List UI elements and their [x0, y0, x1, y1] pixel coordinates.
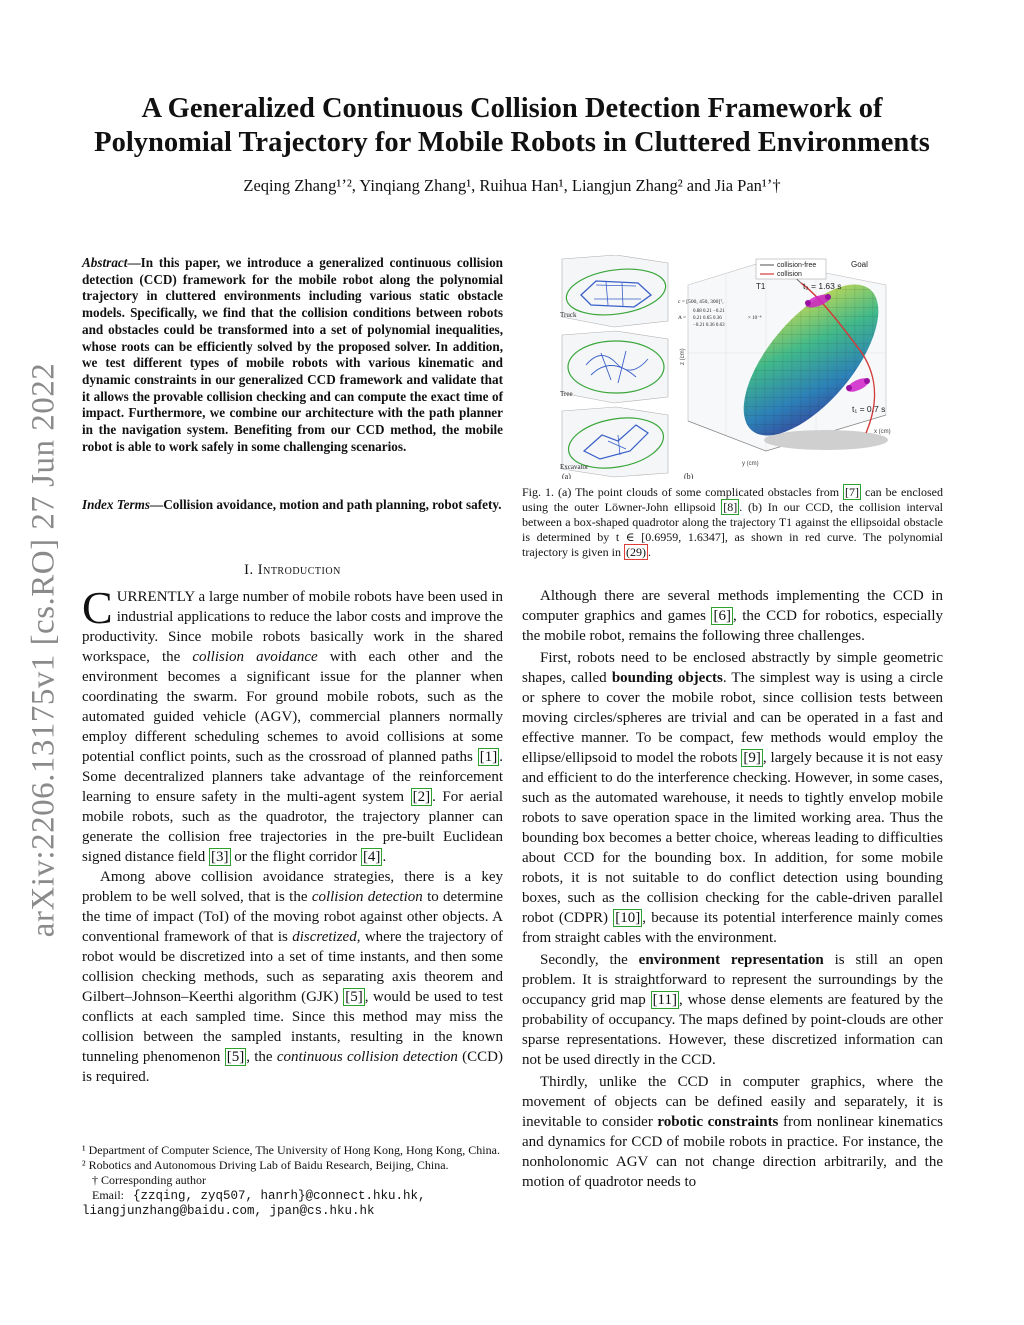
- author-list: Zeqing Zhang¹ʼ², Yinqiang Zhang¹, Ruihua Han¹, Liangjun Zhang² and Jia Pan¹ʼ†: [243, 176, 781, 195]
- section-title: Introduction: [257, 562, 341, 578]
- caption-text: . (b) In our CCD, the collision interval between a box-shaped quadrotor along the trajectory T1 against the ellipsoidal obstacle is determined by t ∈ [0.6959, 1.6347], as shown in red curve. The polynomial trajectory is given in: [522, 500, 943, 559]
- intro-paragraph-1: [82, 582, 504, 867]
- t2-label: t₂ = 1.63 s: [803, 281, 842, 291]
- text-run: , would be used to test conflicts at each sampled time. Since this method may miss the collision between the sampled instants, resulting in the known tunneling phenomenon: [82, 989, 503, 1065]
- figure-1-caption: [522, 485, 943, 560]
- citation-link[interactable]: [4]: [362, 849, 381, 865]
- label-panel-b: (b): [684, 472, 694, 479]
- text-run: Thirdly, unlike the CCD in computer graphics, where the movement of objects can be defined easily and separately, it is inevitable to consider: [522, 1074, 943, 1130]
- text-run: Secondly, the: [540, 952, 639, 968]
- index-terms-text: —Collision avoidance, motion and path planning, robot safety.: [150, 497, 502, 512]
- citation-link[interactable]: [2]: [412, 789, 431, 805]
- label-excavator: Excavator: [560, 463, 589, 471]
- emphasis: continuous collision detection: [276, 1049, 458, 1065]
- footnote-email: [82, 1188, 503, 1204]
- footnote-corresponding: † Corresponding author: [92, 1173, 206, 1187]
- matrix-row-1: 0.88 0.21 −0.21: [693, 309, 725, 314]
- caption-text: Fig. 1. (a) The point clouds of some complicated obstacles from: [522, 485, 844, 499]
- text-run: (CCD) is required.: [82, 1049, 503, 1085]
- figure-1: [556, 255, 946, 479]
- trajectory-label: T1: [756, 282, 766, 291]
- citation-link[interactable]: [7]: [845, 485, 860, 499]
- ellipsoid-shadow: [764, 430, 888, 450]
- axis-x-label: x (cm): [874, 429, 891, 435]
- caption-text: .: [647, 545, 651, 559]
- citation-link[interactable]: [10]: [615, 910, 641, 926]
- abstract: [82, 255, 503, 455]
- matrix-row-2: 0.21 0.65 0.36: [693, 316, 722, 321]
- legend-collision: collision: [777, 271, 802, 278]
- text-run: is still an open problem. It is straightforward to represent the surroundings by the occupancy grid map: [522, 952, 944, 1008]
- text-run: . Some decentralized planners take advantage of the reinforcement learning to ensure safety in the multi-agent system: [82, 749, 503, 805]
- caption-text: can be enclosed using the outer Löwner-John ellipsoid: [522, 485, 943, 514]
- footnotes: [82, 1143, 503, 1219]
- intro-paragraph-5: [522, 950, 943, 1070]
- text-run: , where the trajectory of robot would be discretized into a set of time instants, and then some collision checking methods, such as separating axis theorem and Gilbert–Johnson–Keerthi algorithm (GJK): [82, 929, 503, 1005]
- text-run: with each other and the environment becomes a significant issue for the planner when coordinating the swarm. For ground mobile robots, such as the automated guided vehicle (AGV), commercial planners normally employ different scheduling schemes to avoid collisions at some potential conflict points, such as the crossroad of planned paths: [82, 649, 503, 765]
- intro-paragraph-2: [82, 867, 503, 1087]
- citation-link[interactable]: [8]: [723, 500, 738, 514]
- intro-paragraph-6: [522, 1072, 943, 1192]
- label-tree: Tree: [560, 390, 573, 398]
- legend-collision-free: collision-free: [777, 262, 817, 269]
- text-run: Among above collision avoidance strategies, there is a key problem to be well solved, that is the: [82, 869, 503, 905]
- emphasis: collision avoidance: [192, 649, 318, 665]
- figure-1-graphic: [556, 255, 946, 479]
- left-column-body: [82, 582, 504, 1087]
- text-run: , whose dense elements are featured by the probability of occupancy. The maps defined by point-clouds are other sparse representations. However, these discretized information can not be used directly in the CCD.: [522, 992, 943, 1068]
- axis-z-label: z (cm): [680, 348, 686, 365]
- citation-link[interactable]: [5]: [226, 1049, 245, 1065]
- intro-paragraph-4: [522, 648, 943, 948]
- text-run: or the flight corridor: [230, 849, 361, 865]
- axis-y-label: y (cm): [742, 461, 759, 467]
- index-terms-label: Index Terms: [82, 497, 151, 512]
- center-vector: c = [500, 450, 300]ᵀ,: [678, 299, 724, 305]
- paper-title: [70, 92, 954, 160]
- panel-a-truck: [562, 255, 669, 327]
- text-run: from nonlinear kinematics and dynamics for CCD of mobile robots in practice. For instance, the nonholonomic AGV can not change direction arbitrarily, and the motion of quadrotor needs to: [522, 1114, 943, 1190]
- citation-link[interactable]: [3]: [211, 849, 229, 865]
- text-run: , largely because it is not easy and efficient to do the interference checking. However, in some cases, such as the automated warehouse, it needs to tightly envelop mobile robots to save operation space in the limited working area. Thus the bounding box becomes a better choice, whereas leading to difficulties about CCD for the bounding box. In addition, for some mobile robots, it is not suitable to do conflict detection using bounding boxes, such as the collision checking for the cable-driven parallel robot (CDPR): [522, 750, 943, 926]
- footnote-affiliation-1: ¹ Department of Computer Science, The University of Hong Kong, Hong Kong, China.: [82, 1143, 500, 1157]
- intro-paragraph-3: [522, 586, 943, 646]
- text-run: URRENTLY a large number of mobile robots have been used in industrial applications to reduce the labor costs and improve the productivity. Since mobile robots basically work in the shared workspace, the: [82, 589, 503, 665]
- footnote-affiliation-2: ² Robotics and Autonomous Driving Lab of Baidu Research, Beijing, China.: [82, 1158, 449, 1172]
- equation-link[interactable]: (29): [625, 545, 646, 559]
- email-addresses-1[interactable]: {zzqing, zyq507, hanrh}@connect.hku.hk,: [133, 1189, 426, 1203]
- citation-link[interactable]: [9]: [743, 750, 761, 766]
- panel-a-tree: [562, 331, 668, 403]
- matrix-row-3: −0.21 0.36 0.63: [693, 323, 725, 328]
- arxiv-text: arXiv:2206.13175v1 [cs.RO] 27 Jun 2022: [25, 362, 62, 938]
- bold-term: environment representation: [638, 952, 824, 968]
- citation-link[interactable]: [5]: [345, 989, 363, 1005]
- citation-link[interactable]: [1]: [479, 749, 498, 765]
- text-run: First, robots need to be enclosed abstractly by simple geometric shapes, called: [522, 650, 943, 686]
- label-truck: Truck: [560, 311, 577, 319]
- abstract-label: Abstract: [82, 255, 128, 270]
- text-run: . The simplest way is using a circle or sphere to cover the mobile robot, since collision tests between moving circles/spheres are trivial and can be operated in a fast and effective manner. To be compact, few methods would employ the ellipse/ellipsoid to model the robots: [522, 670, 943, 766]
- title-line-2: Polynomial Trajectory for Mobile Robots in Cluttered Environments: [94, 127, 930, 158]
- section-number: I.: [244, 562, 254, 578]
- text-run: .: [382, 849, 387, 865]
- citation-link[interactable]: [11]: [652, 992, 677, 1008]
- title-line-1: A Generalized Continuous Collision Detection Framework of: [141, 93, 883, 124]
- bold-term: bounding objects: [611, 670, 723, 686]
- index-terms: [82, 497, 503, 514]
- email-addresses-2[interactable]: liangjunzhang@baidu.com, jpan@cs.hku.hk: [82, 1204, 375, 1218]
- text-run: to determine the time of impact (ToI) of the moving robot against other objects. A conventional framework of that is: [82, 889, 504, 945]
- arxiv-identifier: [18, 340, 70, 960]
- matrix-scale: × 10⁻⁴: [748, 316, 762, 321]
- email-label: Email:: [92, 1188, 124, 1202]
- t1-label: t₁ = 0.7 s: [852, 404, 886, 414]
- text-run: , the CCD for robotics, especially the mobile robot, remains the following three challenges.: [522, 608, 943, 644]
- right-column-body: [522, 586, 943, 1192]
- citation-link[interactable]: [6]: [713, 608, 731, 624]
- section-heading-introduction: [82, 562, 503, 579]
- goal-label: Goal: [851, 260, 868, 269]
- text-run: . For aerial mobile robots, such as the quadrotor, the trajectory planner can generate the collision free trajectories in the pre-built Euclidean signed distance field: [82, 789, 504, 865]
- text-run: Although there are several methods implementing the CCD in computer graphics and games: [522, 588, 943, 624]
- matrix-label: A =: [678, 315, 687, 321]
- text-run: , because its potential interference mainly comes from straight cables with the environment.: [522, 910, 943, 946]
- bold-term: robotic constraints: [657, 1114, 779, 1130]
- abstract-text: —In this paper, we introduce a generalized continuous collision detection (CCD) framework for the mobile robot along the polynomial trajectory in cluttered environments including various static obstacle models. Specifically, we find that the collision conditions between robots and obstacles could be transformed into a set of polynomial inequalities, whose roots can be efficiently solved by the proposed solver. In addition, we test different types of mobile robots with various kinematic and dynamic constraints in our generalized CCD framework and validate that it allows the provable collision checking and can compute the exact time of impact. Furthermore, we combine our architecture with the path planner in the navigation system. Benefiting from our CCD method, the mobile robot is able to work safely in some challenging scenarios.: [82, 255, 503, 454]
- text-run: , the: [246, 1049, 277, 1065]
- legend: [756, 259, 826, 279]
- drop-cap: C: [82, 582, 113, 633]
- emphasis: collision detection: [311, 889, 423, 905]
- emphasis: discretized: [292, 929, 357, 945]
- label-panel-a: (a): [562, 472, 571, 479]
